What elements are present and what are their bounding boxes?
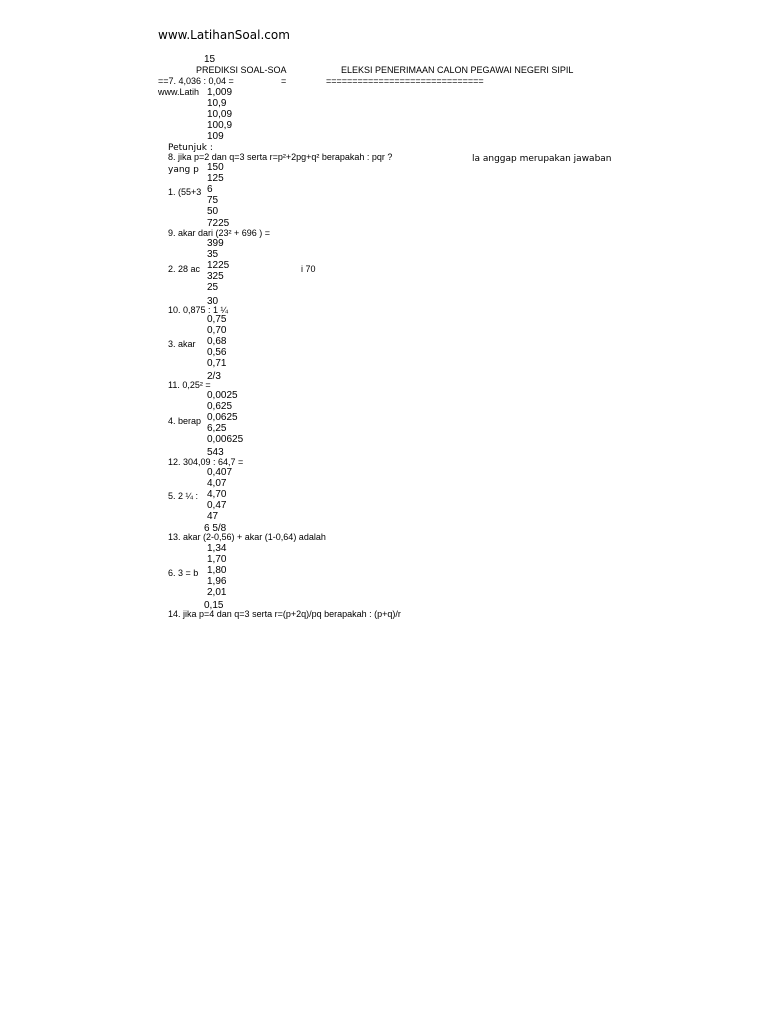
option: 4,07 [207, 478, 227, 489]
question-10: 10. 0,875 : 1 ¼ [168, 305, 229, 315]
option: 0,68 [207, 336, 227, 347]
option: 47 [207, 511, 219, 522]
option: 543 [207, 447, 224, 458]
question-3: 3. akar [168, 339, 196, 349]
site-url: www.LatihanSoal.com [158, 28, 290, 42]
option: 1,009 [207, 87, 233, 98]
question-6: 6. 3 = b [168, 568, 199, 578]
option: 0,0625 [207, 412, 238, 423]
option: 6,25 [207, 423, 227, 434]
question-2-end: i 70 [301, 264, 316, 274]
title-right: ELEKSI PENERIMAAN CALON PEGAWAI NEGERI SIPIL [341, 65, 574, 75]
option: 0,71 [207, 358, 227, 369]
option: 0,15 [204, 600, 224, 611]
option: 0,407 [207, 467, 233, 478]
option: 150 [207, 162, 224, 173]
option: 0,625 [207, 401, 233, 412]
separator-line: ============================== [326, 76, 484, 86]
option: 1225 [207, 260, 230, 271]
question-8: 8. jika p=2 dan q=3 serta r=p²+2pg+q² berapakah : pqr ? [168, 152, 393, 162]
option: 399 [207, 238, 224, 249]
option: 0,70 [207, 325, 227, 336]
option: 25 [207, 282, 219, 293]
option: 125 [207, 173, 224, 184]
site-short: www.Latih [158, 87, 200, 97]
option: 1,80 [207, 565, 227, 576]
option: 2/3 [207, 371, 221, 382]
question-9: 9. akar dari (23² + 696 ) = [168, 228, 271, 238]
question-1: 1. (55+3 [168, 187, 202, 197]
option: 2,01 [207, 587, 227, 598]
instruction-text-2: yang p [168, 165, 199, 175]
question-4: 4. berap [168, 416, 202, 426]
option: 75 [207, 195, 219, 206]
question-11: 11. 0,25² = [168, 380, 211, 390]
option: 1,96 [207, 576, 227, 587]
option: 50 [207, 206, 219, 217]
option: 7225 [207, 218, 230, 229]
separator-mid: = [281, 76, 287, 86]
option: 30 [207, 296, 219, 307]
question-13: 13. akar (2-0,56) + akar (1-0,64) adalah [168, 532, 326, 542]
option: 0,0025 [207, 390, 238, 401]
option: 6 5/8 [204, 523, 227, 534]
title-left: PREDIKSI SOAL-SOA [196, 65, 287, 75]
instruction-text: la anggap merupakan jawaban [472, 154, 612, 164]
question-14: 14. jika p=4 dan q=3 serta r=(p+2q)/pq berapakah : (p+q)/r [168, 609, 401, 619]
option: 10,9 [207, 98, 227, 109]
question-2: 2. 28 ac [168, 264, 201, 274]
option: 1,34 [207, 543, 227, 554]
option: 6 [207, 184, 213, 195]
option: 0,56 [207, 347, 227, 358]
question-7: ==7. 4,036 : 0,04 = [158, 76, 234, 86]
option: 325 [207, 271, 224, 282]
question-5: 5. 2 ¼ : [168, 491, 199, 501]
question-12: 12. 304,09 : 64,7 = [168, 457, 244, 467]
option: 100,9 [207, 120, 233, 131]
option: 0,47 [207, 500, 227, 511]
option: 109 [207, 131, 224, 142]
option: 0,00625 [207, 434, 244, 445]
option: 4,70 [207, 489, 227, 500]
option: 35 [207, 249, 219, 260]
option: 1,70 [207, 554, 227, 565]
petunjuk-label: Petunjuk : [168, 143, 213, 153]
title-number: 15 [204, 54, 216, 65]
option: 0,75 [207, 314, 227, 325]
option: 10,09 [207, 109, 233, 120]
